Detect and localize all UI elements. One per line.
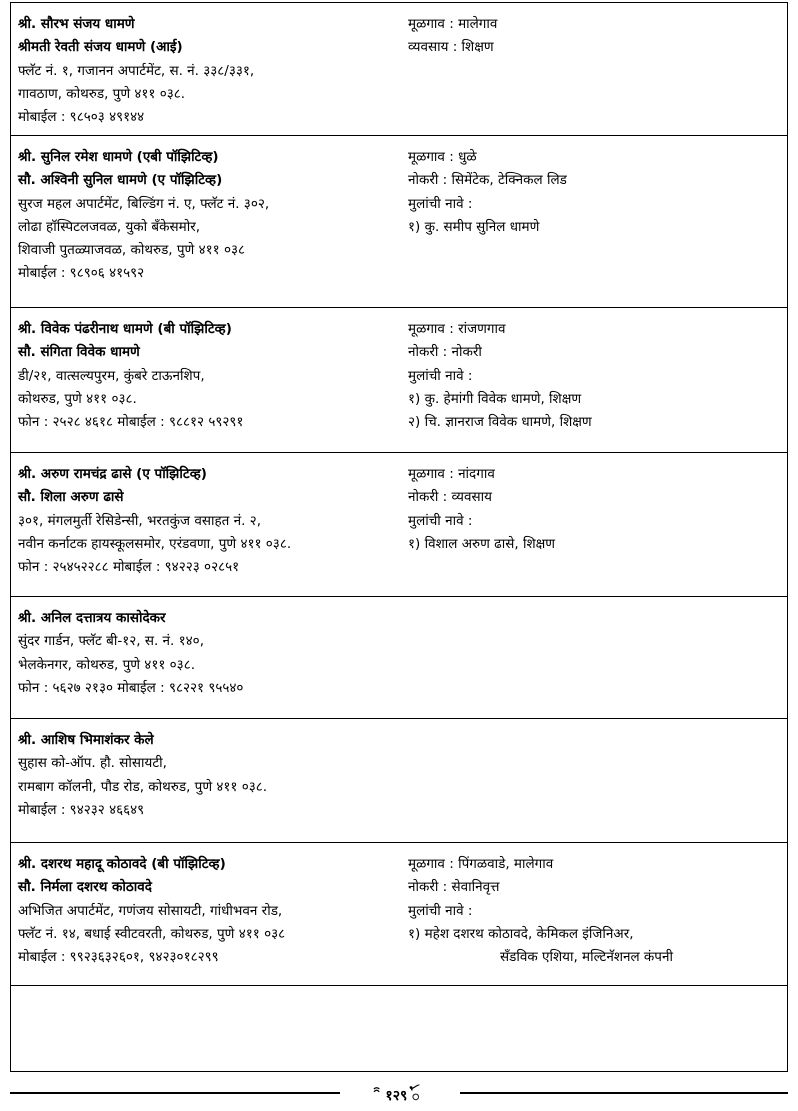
address-line: सुहास को-ऑप. हौ. सोसायटी,: [18, 755, 167, 772]
entry-details-column: [408, 13, 778, 60]
directory-frame: [10, 2, 788, 1072]
address-line: डी/२१, वात्सल्यपुरम, कुंबरे टाऊनशिप,: [18, 367, 205, 384]
address-line: फ्लॅट नं. १, गजानन अपार्टमेंट, स. नं. ३३८/३३१,: [18, 62, 255, 79]
address-line: लोढा हॉस्पिटलजवळ, युको बँकेसमोर,: [18, 218, 201, 235]
entry-address-column: [18, 318, 403, 434]
ornament-right-icon: ꪳ: [412, 1088, 420, 1104]
contact-line: फोन : ५६२७ २१३० मोबाईल : ९८२२१ ९५५४०: [18, 679, 244, 696]
entry-address-column: [18, 13, 403, 129]
directory-entry: [11, 453, 787, 597]
child-name: २) चि. ज्ञानराज विवेक धामणे, शिक्षण: [408, 414, 592, 431]
contact-line: फोन : २५४५२२८८ मोबाईल : ९४२२३ ०२८५१: [18, 559, 240, 576]
entry-details-column: [408, 318, 778, 434]
member-name: श्री. आशिष भिमाशंकर केले: [18, 732, 154, 748]
page-number-group: [340, 1082, 460, 1111]
member-name: श्री. सुनिल रमेश धामणे (एबी पॉझिटिव्ह): [18, 149, 219, 165]
contact-line: फोन : २५२८ ४६१८ मोबाईल : ९८८१२ ५९२९१: [18, 414, 244, 431]
member-name: श्री. अनिल दत्तात्रय कासोदेकर: [18, 610, 166, 626]
member-name: श्री. अरुण रामचंद्र ढासे (ए पॉझिटिव्ह): [18, 466, 207, 482]
member-name: श्री. सौरभ संजय धामणे: [18, 16, 135, 32]
entry-details-column: [408, 463, 778, 556]
occupation: नोकरी : नोकरी: [408, 344, 482, 361]
occupation: व्यवसाय : शिक्षण: [408, 39, 494, 56]
native-place: मूळगाव : पिंगळवाडे, मालेगाव: [408, 856, 554, 872]
entry-address-column: [18, 853, 403, 969]
page-number: १२९: [385, 1088, 408, 1104]
child-name: १) कु. हेमांगी विवेक धामणे, शिक्षण: [408, 390, 582, 407]
spouse-name: श्रीमती रेवती संजय धामणे (आई): [18, 39, 183, 56]
address-line: शिवाजी पुतळ्याजवळ, कोथरुड, पुणे ४११ ०३८: [18, 242, 246, 259]
address-line: ३०१, मंगलमुर्ती रेसिडेन्सी, भरतकुंज वसाहत नं. २,: [18, 512, 261, 529]
occupation: नोकरी : व्यवसाय: [408, 489, 492, 506]
address-line: कोथरुड, पुणे ४११ ०३८.: [18, 390, 137, 407]
spouse-name: सौ. निर्मला दशरथ कोठावदे: [18, 879, 152, 896]
member-name: श्री. विवेक पंढरीनाथ धामणे (बी पॉझिटिव्ह): [18, 321, 232, 337]
native-place: मूळगाव : नांदगाव: [408, 466, 495, 482]
contact-line: मोबाईल : ९८५०३ ४९१४४: [18, 109, 145, 126]
footer-rule-left: [10, 1092, 340, 1094]
children-heading: मुलांची नावे :: [408, 195, 473, 212]
children-heading: मुलांची नावे :: [408, 512, 473, 529]
native-place: मूळगाव : मालेगाव: [408, 16, 498, 32]
spouse-name: सौ. अश्विनी सुनिल धामणे (ए पॉझिटिव्ह): [18, 172, 223, 189]
children-heading: मुलांची नावे :: [408, 902, 473, 919]
spouse-name: सौ. संगिता विवेक धामणे: [18, 344, 140, 361]
contact-line: मोबाईल : ९८९०६ ४१५९२: [18, 265, 145, 282]
occupation: नोकरी : सिमेंटेक, टेक्निकल लिड: [408, 172, 567, 189]
address-line: नवीन कर्नाटक हायस्कूलसमोर, एरंडवणा, पुणे ४११ ०३८.: [18, 535, 292, 552]
native-place: मूळगाव : रांजणगाव: [408, 321, 506, 337]
contact-line: मोबाईल : ९४२३२ ४६६४९: [18, 801, 145, 818]
entry-address-column: [18, 463, 403, 579]
empty-entry-block: [11, 986, 787, 1071]
native-place: मूळगाव : धुळे: [408, 149, 477, 165]
spouse-name: सौ. शिला अरुण ढासे: [18, 489, 124, 506]
child-name: १) महेश दशरथ कोठावदे, केमिकल इंजिनिअर,: [408, 925, 634, 942]
directory-entry: [11, 308, 787, 453]
occupation: नोकरी : सेवानिवृत्त: [408, 879, 500, 896]
address-line: रामबाग कॉलनी, पौड रोड, कोथरुड, पुणे ४११ ०३८.: [18, 778, 268, 795]
directory-entry: [11, 597, 787, 719]
address-line: सुरज महल अपार्टमेंट, बिल्डिंग नं. ए, फ्लॅट नं. ३०२,: [18, 195, 270, 212]
address-line: गावठाण, कोथरुड, पुणे ४११ ०३८.: [18, 85, 186, 102]
address-line: भेलकेनगर, कोथरुड, पुणे ४११ ०३८.: [18, 656, 195, 673]
address-line: सुंदर गार्डन, फ्लॅट बी-१२, स. नं. १४०,: [18, 633, 204, 650]
directory-entry: [11, 136, 787, 308]
address-line: अभिजित अपार्टमेंट, गणंजय सोसायटी, गांधीभवन रोड,: [18, 902, 283, 919]
address-line: फ्लॅट नं. १४, बधाई स्वीटवरती, कोथरुड, पुणे ४११ ०३८: [18, 925, 286, 942]
directory-entry: [11, 843, 787, 986]
child-employer-continuation: सँडविक एशिया, मल्टिनॅशनल कंपनी: [500, 949, 673, 966]
directory-entry: [11, 719, 787, 843]
page-footer: [10, 1080, 788, 1106]
directory-entry: [11, 3, 787, 136]
entry-address-column: [18, 729, 403, 822]
children-heading: मुलांची नावे :: [408, 367, 473, 384]
footer-rule-right: [460, 1092, 788, 1094]
member-name: श्री. दशरथ महादू कोठावदे (बी पॉझिटिव्ह): [18, 856, 226, 872]
contact-line: मोबाईल : ९९२३६३२६०१, ९४२३०१८२९९: [18, 949, 219, 966]
child-name: १) विशाल अरुण ढासे, शिक्षण: [408, 535, 556, 552]
entry-address-column: [18, 146, 403, 286]
entry-address-column: [18, 607, 403, 700]
child-name: १) कु. समीप सुनिल धामणे: [408, 218, 540, 235]
entry-details-column: [408, 853, 778, 969]
entry-details-column: [408, 146, 778, 239]
